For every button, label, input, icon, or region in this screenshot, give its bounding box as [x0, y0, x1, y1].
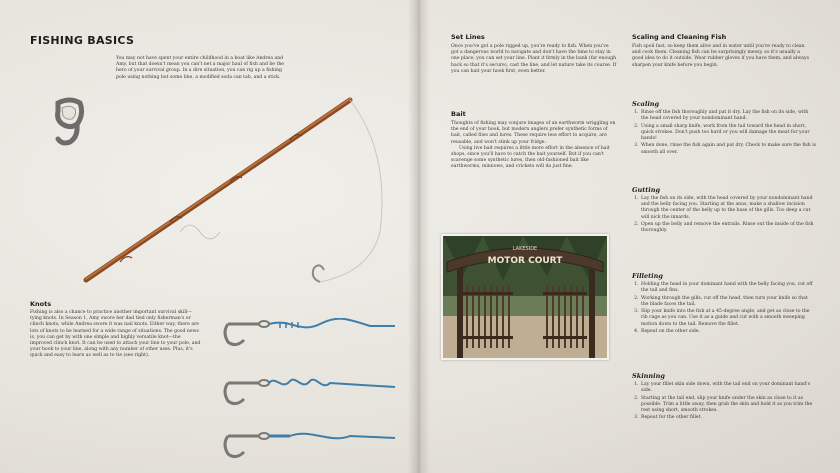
filleting-steps [632, 282, 816, 336]
bait-heading: Bait [451, 110, 466, 118]
set-lines-heading: Set Lines [451, 33, 485, 41]
scaling-cleaning-intro: Fish spoil fast, so keep them alive and in water until you're ready to clean and cook them. Cleaning fish can be surprisingly messy, so it's usually a good idea to do it outside. Wear rubber gloves if you have them, and always sharpen your knife before you begin. [632, 44, 809, 68]
skinning-steps [632, 382, 816, 423]
list-item: 1. Holding the head in your dominant hand with the belly facing you, cut off the tail and fins. [640, 282, 816, 294]
bait-paragraphs: Thoughts of fishing may conjure images of an earthworm wriggling on the end of your hook, but modern anglers prefer synthetic forms of bait, called flies and lures. These require less effort to acquire, are reusable, and won't stink up your fridge. Using live bait requires a little more effort in the absence of bait shops, since you'll have to catch the bait yourself. But if you can't scavenge some synthetic lures, then old-fashioned bait like earthworms, minnows, and crickets will do just fine. [451, 121, 616, 170]
knot-step-1-icon [220, 318, 400, 352]
knot-step-3-icon [220, 430, 400, 464]
list-item: 3. When done, rinse the fish again and pat dry. Check to make sure the fish is smooth all over. [640, 143, 816, 155]
scaling-cleaning-heading: Scaling and Cleaning Fish [632, 33, 727, 41]
gate-sign-big: MOTOR COURT [487, 256, 563, 266]
knot-step-2-icon [220, 377, 400, 411]
set-lines-paragraph: Once you've got a pole rigged up, you're ready to fish. When you've got a dangerous world to navigate and don't have the time to stay in one place, you can set your line. Plant it firmly in the bank (far enough back so that it's secure), cast the line, and let nature take its course. If you can bait your hook first, even better. [451, 44, 617, 74]
gutting-subheading: Gutting [632, 186, 661, 194]
list-item: 2. Working through the gills, cut off the head, then turn your knife so that the blade faces the tail. [640, 296, 816, 308]
filleting-subheading: Filleting [632, 272, 663, 280]
list-item: 1. Lay your fillet skin side down, with the tail end on your dominant hand's side. [640, 382, 816, 394]
knots-heading: Knots [30, 300, 52, 308]
list-item: 2. Using a small sharp knife, work from the tail toward the head in short, quick strokes. Don't push too hard or you will damage the meat for your hands! [640, 124, 816, 143]
intro-paragraph: You may not have spent your entire childhood in a boat like Andrea and Amy, but that doesn't mean you can't net a major haul of fish and be the hero of your survival group. In a dire situation, you can rig up a fishing pole using nothing but some line, a modified soda can tab, and a stick. [116, 56, 285, 80]
list-item: 4. Repeat on the other side. [640, 329, 816, 335]
list-item: 3. Slip your knife into the fish at a 45-degree angle, and get as close to the rib cage as you can. Use it as a guide and cut with a smooth sweeping motion down to the tail. Remove the fillet. [640, 309, 816, 328]
gate-photo-scene [443, 236, 607, 358]
motor-court-gate-photo [441, 234, 609, 360]
gutting-steps [632, 196, 816, 236]
scaling-steps [632, 110, 816, 157]
list-item: 3. Repeat for the other fillet. [640, 415, 816, 421]
list-item: 2. Starting at the tail end, slip your knife under the skin as close to it as possible. Trim a little away, then grab the skin and hold it as you trim the rest using short, smooth strokes. [640, 396, 816, 415]
page-gutter [408, 0, 430, 473]
list-item: 2. Open up the belly and remove the entrails. Rinse out the inside of the fish thoroughly. [640, 222, 816, 234]
list-item: 1. Lay the fish on its side, with the head covered by your nondominant hand and the belly facing you. Starting at the anus, make a shallow incision through the center of the belly up to the base of the gills. Too deep a cut will nick the innards. [640, 196, 816, 221]
gate-sign-small: LAKESIDE [512, 246, 538, 252]
scaling-subheading: Scaling [632, 100, 660, 108]
fishing-pole-illustration [80, 92, 410, 292]
page-title: FISHING BASICS [30, 34, 135, 47]
skinning-subheading: Skinning [632, 372, 665, 380]
knots-paragraph: Fishing is also a chance to practice another important survival skill—tying knots. In Season 1, Amy swore her dad tied only fisherman's or clinch knots, while Andrea swore it was nail knots. Either way, there are lots of knots to be learned for a wide range of situations. The good news is, you can get by with one simple and highly versatile knot—the improved clinch knot. It can be used to attach your line to your pole, and your hook to your line, along with any number of other uses. Plus, it's quick and easy to learn as well as to tie (see right). [30, 310, 201, 359]
list-item: 1. Rinse off the fish thoroughly and pat it dry. Lay the fish on its side, with the head covered by your nondominant hand. [640, 110, 816, 122]
